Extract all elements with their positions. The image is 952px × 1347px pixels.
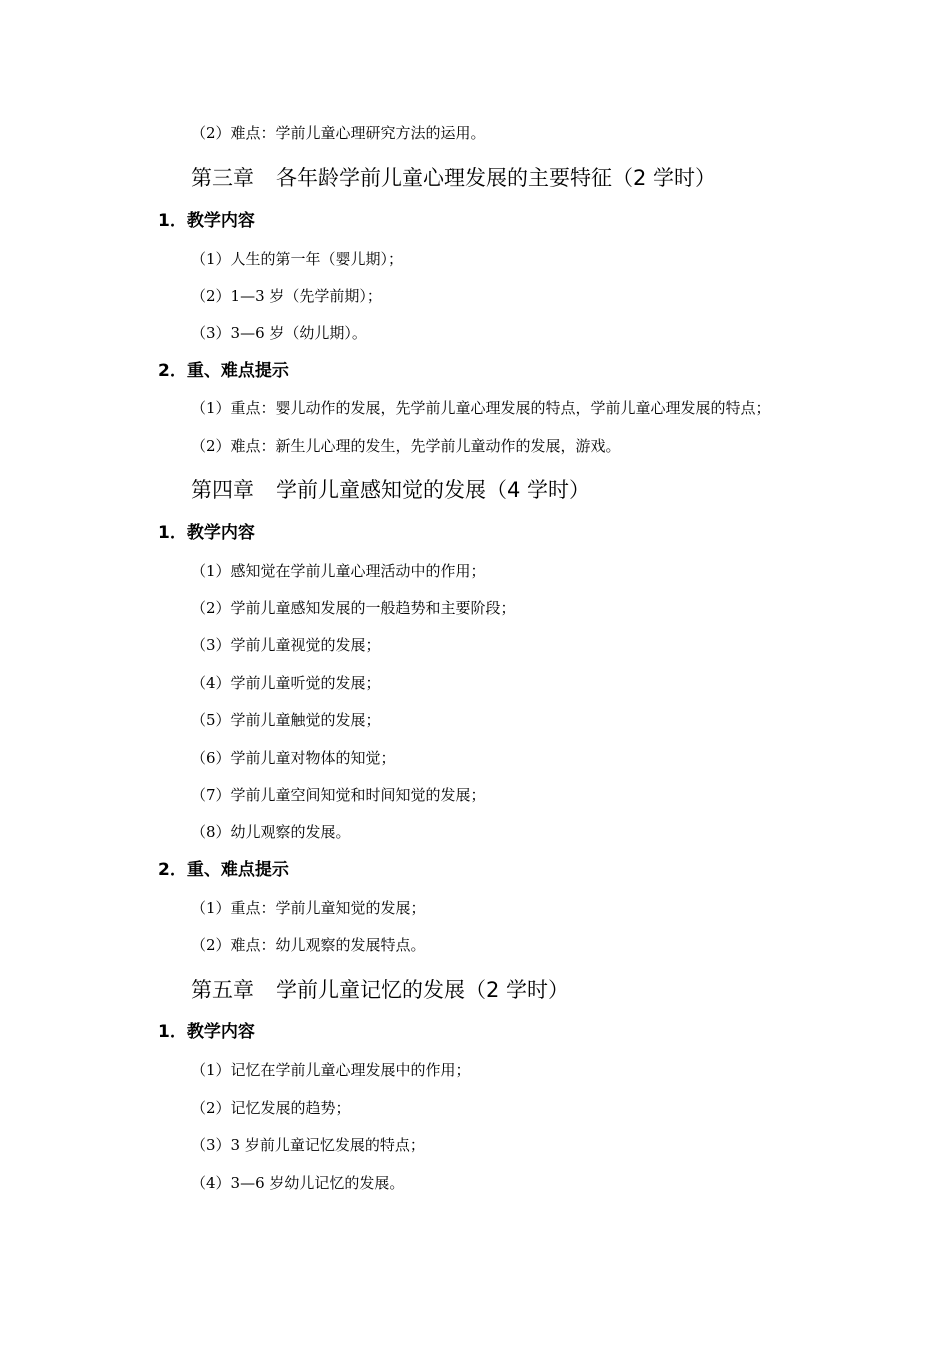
list-item: （2）记忆发展的趋势； [191, 1099, 351, 1117]
list-item: （2）1—3 岁（先学前期）； [191, 287, 382, 305]
chapter-number: 第三章 [191, 166, 254, 190]
chapter-5-title [191, 976, 569, 1004]
chapter-title-text: 学前儿童感知觉的发展（4 学时） [276, 478, 591, 502]
section-heading-key: 2．重、难点提示 [158, 361, 289, 381]
chapter-title-text: 学前儿童记忆的发展（2 学时） [276, 978, 570, 1002]
list-item: （2）难点：学前儿童心理研究方法的运用。 [191, 124, 486, 142]
section-heading-key: 2．重、难点提示 [158, 860, 289, 880]
list-item: （1）记忆在学前儿童心理发展中的作用； [191, 1061, 471, 1079]
list-item: （1）人生的第一年（婴儿期）； [191, 250, 404, 268]
chapter-title-text: 各年龄学前儿童心理发展的主要特征（2 学时） [276, 166, 717, 190]
list-item: （2）学前儿童感知发展的一般趋势和主要阶段； [191, 599, 516, 617]
chapter-3-title [191, 164, 716, 192]
list-item: （4）3—6 岁幼儿记忆的发展。 [191, 1174, 405, 1192]
section-heading-content: 1．教学内容 [158, 523, 255, 543]
section-heading-content: 1．教学内容 [158, 211, 255, 231]
list-item: （3）学前儿童视觉的发展； [191, 636, 381, 654]
chapter-number: 第四章 [191, 478, 254, 502]
chapter-number: 第五章 [191, 978, 254, 1002]
list-item: （8）幼儿观察的发展。 [191, 823, 351, 841]
list-item: （2）难点：幼儿观察的发展特点。 [191, 936, 426, 954]
list-item: （6）学前儿童对物体的知觉； [191, 749, 396, 767]
list-item: （1）重点：婴儿动作的发展，先学前儿童心理发展的特点，学前儿童心理发展的特点； [191, 399, 771, 417]
list-item: （3）3—6 岁（幼儿期）。 [191, 324, 367, 342]
list-item: （1）重点：学前儿童知觉的发展； [191, 899, 426, 917]
list-item: （5）学前儿童触觉的发展； [191, 711, 381, 729]
list-item: （4）学前儿童听觉的发展； [191, 674, 381, 692]
list-item: （7）学前儿童空间知觉和时间知觉的发展； [191, 786, 486, 804]
chapter-4-title [191, 476, 590, 504]
list-item: （1）感知觉在学前儿童心理活动中的作用； [191, 562, 486, 580]
section-heading-content: 1．教学内容 [158, 1022, 255, 1042]
list-item: （2）难点：新生儿心理的发生，先学前儿童动作的发展，游戏。 [191, 437, 621, 455]
list-item: （3）3 岁前儿童记忆发展的特点； [191, 1136, 425, 1154]
